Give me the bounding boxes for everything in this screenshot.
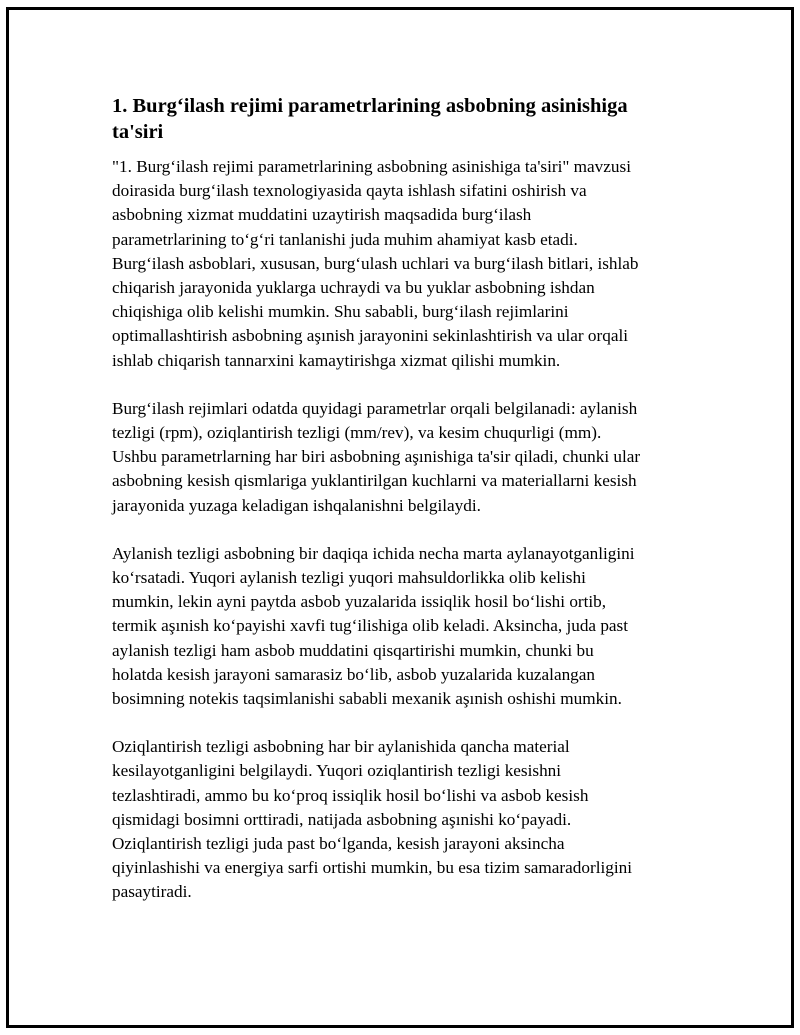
- text-line: jarayonida yuzaga keladigan ishqalanishni belgilaydi.: [112, 495, 481, 515]
- section-title: [112, 93, 692, 145]
- paragraph-4: [112, 735, 692, 904]
- paragraph-2: [112, 397, 692, 518]
- text-line: Burg‘ilash rejimlari odatda quyidagi parametrlar orqali belgilanadi: aylanish: [112, 398, 638, 418]
- text-line: Oziqlantirish tezligi asbobning har bir aylanishida qancha material: [112, 737, 570, 757]
- document-body: [112, 93, 692, 905]
- text-line: ko‘rsatadi. Yuqori aylanish tezligi yuqori mahsuldorlikka olib kelishi: [112, 568, 586, 588]
- text-line: chiqarish jarayonida yuklarga uchraydi va bu yuklar asbobning ishdan: [112, 278, 595, 298]
- text-line: Ushbu parametrlarning har biri asbobning aşınishiga ta'sir qiladi, chunki ular: [112, 447, 641, 467]
- text-line: Aylanish tezligi asbobning bir daqiqa ichida necha marta aylanayotganligini: [112, 543, 635, 563]
- text-line: parametrlarining to‘g‘ri tanlanishi juda muhim ahamiyat kasb etadi.: [112, 229, 578, 249]
- text-line: qismidagi bosimni orttiradi, natijada asbobning aşınishi ko‘payadi.: [112, 809, 572, 829]
- text-line: doirasida burg‘ilash texnologiyasida qayta ishlash sifatini oshirish va: [112, 181, 587, 201]
- text-line: qiyinlashishi va energiya sarfi ortishi mumkin, bu esa tizim samaradorligini: [112, 858, 632, 878]
- text-line: chiqishiga olib kelishi mumkin. Shu sababli, burg‘ilash rejimlarini: [112, 302, 569, 322]
- text-line: asbobning xizmat muddatini uzaytirish maqsadida burg‘ilash: [112, 205, 532, 225]
- text-line: Oziqlantirish tezligi juda past bo‘lganda, kesish jarayoni aksincha: [112, 834, 565, 854]
- text-line: tezlashtiradi, ammo bu ko‘proq issiqlik hosil bo‘lishi va asbob kesish: [112, 785, 589, 805]
- text-line: "1. Burg‘ilash rejimi parametrlarining asbobning asinishiga ta'siri" mavzusi: [112, 157, 631, 176]
- title-line: ta'siri: [112, 121, 164, 143]
- text-line: bosimning notekis taqsimlanishi sababli mexanik aşınish oshishi mumkin.: [112, 689, 622, 709]
- paragraph-1: [112, 155, 692, 373]
- text-line: Burg‘ilash asboblari, xususan, burg‘ulash uchlari va burg‘ilash bitlari, ishlab: [112, 253, 639, 273]
- text-line: ishlab chiqarish tannarxini kamaytirishga xizmat qilishi mumkin.: [112, 350, 561, 370]
- title-line: 1. Burg‘ilash rejimi parametrlarining asbobning asinishiga: [112, 95, 628, 117]
- text-line: optimallashtirish asbobning aşınish jarayonini sekinlashtirish va ular orqali: [112, 326, 629, 346]
- text-line: pasaytiradi.: [112, 882, 192, 902]
- paragraph-3: [112, 542, 692, 711]
- text-line: kesilayotganligini belgilaydi. Yuqori oziqlantirish tezligi kesishni: [112, 761, 562, 781]
- text-line: holatda kesish jarayoni samarasiz bo‘lib, asbob yuzalarida kuzalangan: [112, 664, 595, 684]
- text-line: aylanish tezligi ham asbob muddatini qisqartirishi mumkin, chunki bu: [112, 640, 594, 660]
- text-line: mumkin, lekin ayni paytda asbob yuzalarida issiqlik hosil bo‘lishi ortib,: [112, 592, 607, 612]
- text-line: asbobning kesish qismlariga yuklantirilgan kuchlarni va materiallarni kesish: [112, 471, 637, 491]
- text-line: termik aşınish ko‘payishi xavfi tug‘ilishiga olib keladi. Aksincha, juda past: [112, 616, 629, 636]
- text-line: tezligi (rpm), oziqlantirish tezligi (mm/rev), va kesim chuqurligi (mm).: [112, 423, 602, 443]
